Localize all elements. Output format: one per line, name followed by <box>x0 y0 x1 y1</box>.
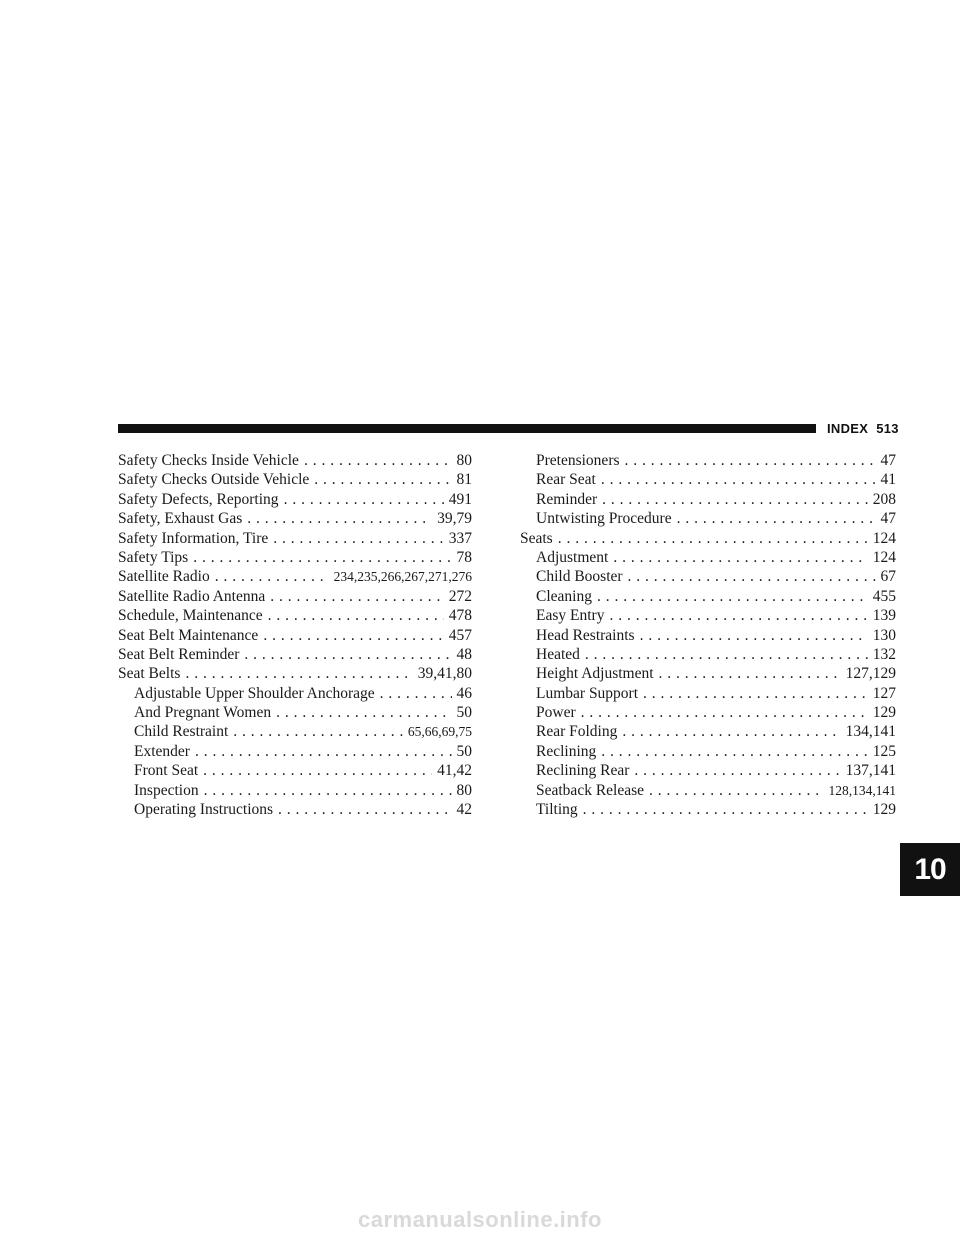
index-entry <box>520 703 896 722</box>
header-section: INDEX <box>827 421 869 436</box>
dot-leader <box>623 567 876 586</box>
dot-leader <box>279 490 444 509</box>
index-page-ref: 41 <box>880 471 896 489</box>
header-rule <box>118 424 816 433</box>
dot-leader <box>258 626 443 645</box>
index-entry <box>520 567 896 586</box>
index-page-ref: 125 <box>872 742 896 760</box>
index-entry <box>520 722 896 741</box>
index-page-ref: 491 <box>448 490 472 508</box>
index-term: Lumbar Support <box>536 684 639 702</box>
dot-leader <box>597 490 868 509</box>
dot-leader <box>190 742 452 761</box>
index-entry <box>520 509 896 528</box>
index-entry <box>520 781 896 800</box>
index-page-ref: 81 <box>456 471 472 489</box>
index-term: Easy Entry <box>536 607 605 625</box>
index-page-ref: 234,235,266,267,271,276 <box>333 569 472 585</box>
header-page-number: 513 <box>876 421 899 436</box>
dot-leader <box>604 606 867 625</box>
index-entry <box>520 664 896 683</box>
index-page-ref: 139 <box>872 607 896 625</box>
index-page-ref: 47 <box>880 452 896 469</box>
index-page-ref: 337 <box>448 529 472 547</box>
index-term: Pretensioners <box>536 452 620 469</box>
index-entry <box>520 490 896 509</box>
index-page-ref: 46 <box>456 684 472 702</box>
dot-leader <box>263 606 444 625</box>
index-column-left <box>118 451 472 819</box>
dot-leader <box>617 722 840 741</box>
watermark: carmanualsonline.info <box>358 1207 602 1232</box>
dot-leader <box>620 451 876 470</box>
dot-leader <box>228 722 403 741</box>
index-page-ref: 457 <box>448 626 472 644</box>
index-column-right <box>520 451 896 819</box>
dot-leader <box>578 800 868 819</box>
index-entry <box>118 451 472 470</box>
index-entry <box>118 548 472 567</box>
index-entry <box>520 626 896 645</box>
index-entry <box>520 800 896 819</box>
index-term: Seats <box>520 529 553 547</box>
index-term: Safety Checks Inside Vehicle <box>118 452 299 469</box>
index-entry <box>118 606 472 625</box>
index-term: Seat Belt Reminder <box>118 645 240 663</box>
index-term: Safety Defects, Reporting <box>118 490 279 508</box>
index-entry <box>118 470 472 489</box>
index-term: Adjustment <box>536 548 609 566</box>
dot-leader <box>309 470 451 489</box>
index-term: Reclining Rear <box>536 762 630 780</box>
dot-leader <box>635 626 868 645</box>
index-entry <box>520 451 896 470</box>
index-term: Head Restraints <box>536 626 635 644</box>
dot-leader <box>268 529 444 548</box>
dot-leader <box>576 703 868 722</box>
dot-leader <box>210 567 329 586</box>
index-entry <box>118 761 472 780</box>
index-entry <box>520 470 896 489</box>
chapter-tab: 10 <box>900 843 960 896</box>
index-term: Cleaning <box>536 587 592 605</box>
index-term: Child Restraint <box>134 723 229 741</box>
dot-leader <box>596 742 867 761</box>
index-page-ref: 39,41,80 <box>417 665 472 683</box>
dot-leader <box>199 781 452 800</box>
dot-leader <box>271 703 451 722</box>
index-entry <box>520 606 896 625</box>
index-page-ref: 41,42 <box>437 762 472 780</box>
index-term: Reminder <box>536 490 598 508</box>
index-term: Satellite Radio <box>118 568 210 586</box>
index-page-ref: 124 <box>872 548 896 566</box>
index-page-ref: 134,141 <box>845 723 896 741</box>
index-page-ref: 129 <box>872 704 896 722</box>
index-entry <box>118 529 472 548</box>
index-entry <box>520 684 896 703</box>
dot-leader <box>644 781 823 800</box>
index-term: And Pregnant Women <box>134 704 272 722</box>
index-entry <box>118 567 472 586</box>
index-entry <box>520 587 896 606</box>
dot-leader <box>239 645 451 664</box>
index-term: Untwisting Procedure <box>536 510 672 528</box>
index-entry <box>118 684 472 703</box>
index-entry <box>118 626 472 645</box>
index-term: Seat Belts <box>118 665 181 683</box>
dot-leader <box>180 664 412 683</box>
index-term: Safety Tips <box>118 548 189 566</box>
index-term: Adjustable Upper Shoulder Anchorage <box>134 684 375 702</box>
running-header <box>827 420 899 437</box>
index-page-ref: 80 <box>456 781 472 799</box>
index-page-ref: 124 <box>872 529 896 547</box>
index-term: Seatback Release <box>536 781 645 799</box>
dot-leader <box>608 548 867 567</box>
index-page-ref: 39,79 <box>437 510 472 528</box>
dot-leader <box>198 761 432 780</box>
dot-leader <box>672 509 876 528</box>
index-term: Power <box>536 704 576 722</box>
index-entry <box>520 548 896 567</box>
index-term: Reclining <box>536 742 597 760</box>
index-entry <box>520 529 896 548</box>
index-page-ref: 50 <box>456 704 472 722</box>
index-entry <box>118 781 472 800</box>
dot-leader <box>299 451 452 470</box>
index-entry <box>118 645 472 664</box>
index-page-ref: 208 <box>872 490 896 508</box>
index-page-ref: 48 <box>456 645 472 663</box>
index-term: Inspection <box>134 781 199 799</box>
index-entry <box>118 490 472 509</box>
dot-leader <box>273 800 451 819</box>
index-term: Heated <box>536 645 580 663</box>
dot-leader <box>188 548 451 567</box>
index-entry <box>118 800 472 819</box>
index-term: Safety Information, Tire <box>118 529 269 547</box>
index-entry <box>118 722 472 741</box>
index-term: Rear Seat <box>536 471 596 489</box>
index-term: Seat Belt Maintenance <box>118 626 259 644</box>
index-page-ref: 130 <box>872 626 896 644</box>
index-page-ref: 65,66,69,75 <box>407 724 472 740</box>
index-term: Tilting <box>536 801 578 819</box>
index-entry <box>118 664 472 683</box>
index-page-ref: 80 <box>456 452 472 469</box>
index-entry <box>520 645 896 664</box>
index-page-ref: 67 <box>880 568 896 586</box>
index-page-ref: 129 <box>872 801 896 819</box>
index-page-ref: 455 <box>872 587 896 605</box>
index-page-ref: 127,129 <box>845 665 896 683</box>
index-entry <box>520 761 896 780</box>
dot-leader <box>596 470 876 489</box>
dot-leader <box>638 684 868 703</box>
index-page-ref: 137,141 <box>845 762 896 780</box>
index-page-ref: 128,134,141 <box>828 782 896 798</box>
index-term: Height Adjustment <box>536 665 654 683</box>
dot-leader <box>265 587 444 606</box>
index-term: Safety Checks Outside Vehicle <box>118 471 310 489</box>
index-page-ref: 78 <box>456 548 472 566</box>
index-page-ref: 42 <box>456 801 472 819</box>
index-entry <box>520 742 896 761</box>
index-page-ref: 50 <box>456 742 472 760</box>
dot-leader <box>375 684 452 703</box>
dot-leader <box>654 664 841 683</box>
index-term: Satellite Radio Antenna <box>118 587 266 605</box>
index-entry <box>118 703 472 722</box>
dot-leader <box>592 587 868 606</box>
dot-leader <box>242 509 432 528</box>
index-term: Front Seat <box>134 762 199 780</box>
index-term: Child Booster <box>536 568 623 586</box>
index-page-ref: 272 <box>448 587 472 605</box>
index-page-ref: 478 <box>448 607 472 625</box>
index-page-ref: 132 <box>872 645 896 663</box>
index-term: Extender <box>134 742 190 760</box>
index-term: Operating Instructions <box>134 801 274 819</box>
index-page-ref: 127 <box>872 684 896 702</box>
index-page-ref: 47 <box>880 510 896 528</box>
dot-leader <box>629 761 840 780</box>
dot-leader <box>553 529 868 548</box>
index-term: Safety, Exhaust Gas <box>118 510 243 528</box>
dot-leader <box>580 645 868 664</box>
index-entry <box>118 742 472 761</box>
index-entry <box>118 509 472 528</box>
index-term: Schedule, Maintenance <box>118 607 263 625</box>
index-entry <box>118 587 472 606</box>
index-term: Rear Folding <box>536 723 618 741</box>
